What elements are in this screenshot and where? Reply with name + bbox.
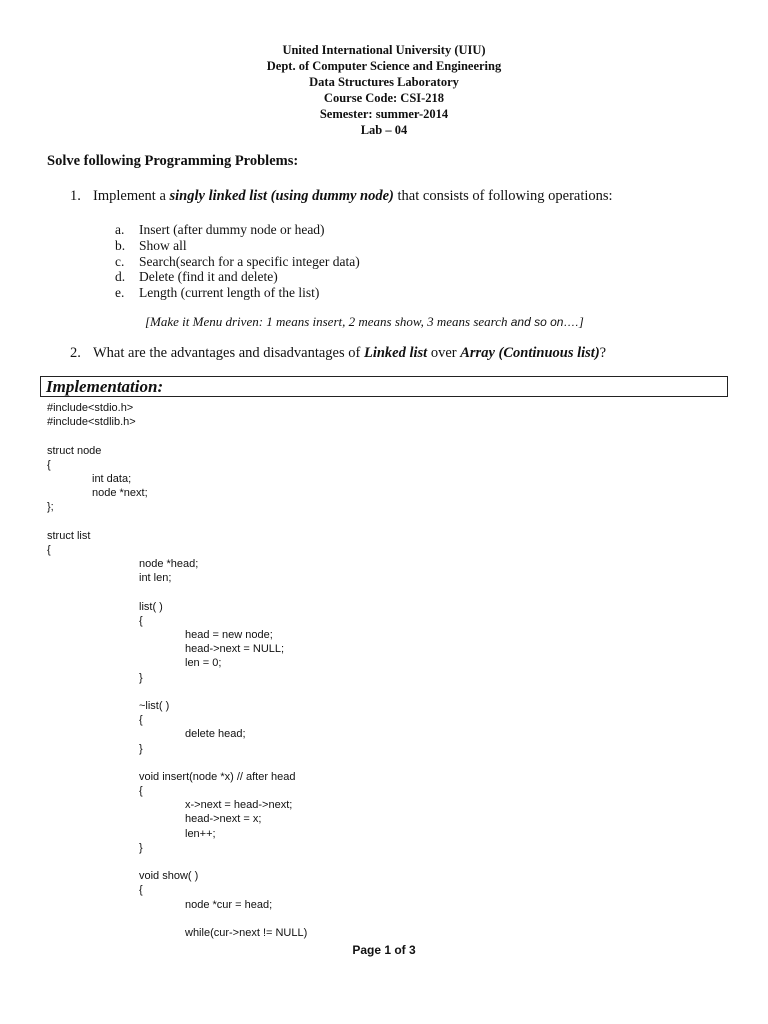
operation-text: Show all — [139, 237, 187, 253]
implementation-heading-box — [40, 376, 728, 397]
problem-2 — [70, 345, 606, 362]
menu-note — [145, 314, 584, 330]
course-code: Course Code: CSI-218 — [323, 91, 445, 105]
document-header — [0, 42, 768, 138]
code-line: struct list — [47, 529, 91, 542]
code-line: node *next; — [92, 487, 148, 500]
code-line: { — [139, 714, 143, 727]
code-line — [47, 685, 307, 699]
code-line: head->next = x; — [185, 813, 262, 826]
code-line: node *cur = head; — [185, 898, 273, 911]
code-line: } — [139, 742, 143, 755]
code-line: len++; — [185, 827, 216, 840]
problem-2-text-after: ? — [599, 345, 607, 361]
operation-letter: b. — [115, 237, 126, 253]
problem-2-emphasis-linked-list: Linked list — [363, 345, 428, 361]
code-line — [47, 855, 307, 869]
code-line: int data; — [92, 472, 132, 485]
code-line: ~list( ) — [139, 699, 170, 712]
code-block — [47, 401, 307, 940]
problem-1-number: 1. — [70, 188, 81, 204]
menu-note-tail: and so on…. — [510, 315, 579, 329]
code-line: while(cur->next != NULL) — [185, 926, 308, 939]
code-line — [47, 912, 307, 926]
operation-item — [115, 238, 360, 254]
problem-2-text-middle: over — [427, 345, 461, 361]
page-footer: Page 1 of 3 — [352, 943, 416, 957]
lab-name: Data Structures Laboratory — [309, 75, 459, 89]
code-line: head = new node; — [185, 629, 273, 641]
problem-1 — [70, 188, 613, 205]
operation-letter: e. — [115, 285, 125, 301]
operation-letter: d. — [115, 269, 126, 285]
implementation-title: Implementation: — [46, 377, 164, 396]
operation-item — [115, 222, 360, 238]
code-line — [47, 429, 307, 443]
code-line: { — [47, 458, 51, 471]
code-line: }; — [47, 501, 54, 514]
operation-item — [115, 269, 360, 285]
menu-note-main: [Make it Menu driven: 1 means insert, 2 means show, 3 means search — [145, 314, 511, 329]
problem-2-text-before: What are the advantages and disadvantages of — [93, 345, 364, 361]
problem-1-text-before: Implement a — [93, 188, 170, 204]
code-line: { — [139, 884, 143, 897]
code-line: node *head; — [139, 558, 199, 571]
section-title: Solve following Programming Problems: — [47, 153, 299, 169]
problem-1-emphasis: singly linked list (using dummy node) — [169, 188, 394, 204]
code-line: head->next = NULL; — [185, 643, 285, 656]
code-line: #include<stdlib.h> — [47, 416, 136, 429]
operation-item — [115, 285, 360, 301]
code-line: { — [47, 543, 51, 556]
code-line: #include<stdio.h> — [47, 402, 134, 414]
problem-1-text-after: that consists of following operations: — [393, 188, 613, 204]
problem-2-number: 2. — [70, 345, 81, 361]
operation-letter: a. — [115, 222, 125, 237]
code-line: } — [139, 671, 143, 684]
code-line: int len; — [139, 572, 172, 585]
code-line — [47, 515, 307, 529]
operation-item — [115, 254, 360, 270]
code-line — [47, 585, 307, 599]
code-line: } — [139, 841, 143, 854]
code-line — [47, 756, 307, 770]
operation-text: Length (current length of the list) — [139, 285, 320, 301]
semester: Semester: summer-2014 — [319, 107, 449, 121]
university-name: United International University (UIU) — [282, 43, 486, 57]
code-line: struct node — [47, 444, 102, 457]
code-line: delete head; — [185, 728, 246, 741]
problem-2-emphasis-array: Array (Continuous list) — [460, 345, 600, 361]
code-line: { — [139, 785, 143, 798]
lab-number: Lab – 04 — [360, 123, 408, 137]
operation-text: Search(search for a specific integer data) — [139, 253, 360, 269]
menu-note-close: ] — [578, 314, 584, 329]
operation-letter: c. — [115, 253, 125, 269]
code-line: void show( ) — [139, 870, 199, 883]
operation-text: Delete (find it and delete) — [139, 269, 278, 285]
operation-text: Insert (after dummy node or head) — [139, 222, 325, 237]
code-line: len = 0; — [185, 657, 222, 670]
operations-list — [115, 222, 360, 301]
code-line: { — [139, 614, 143, 627]
code-line: list( ) — [139, 600, 163, 613]
department-name: Dept. of Computer Science and Engineering — [266, 59, 502, 73]
code-line: void insert(node *x) // after head — [139, 770, 296, 783]
code-line: x->next = head->next; — [185, 799, 293, 812]
